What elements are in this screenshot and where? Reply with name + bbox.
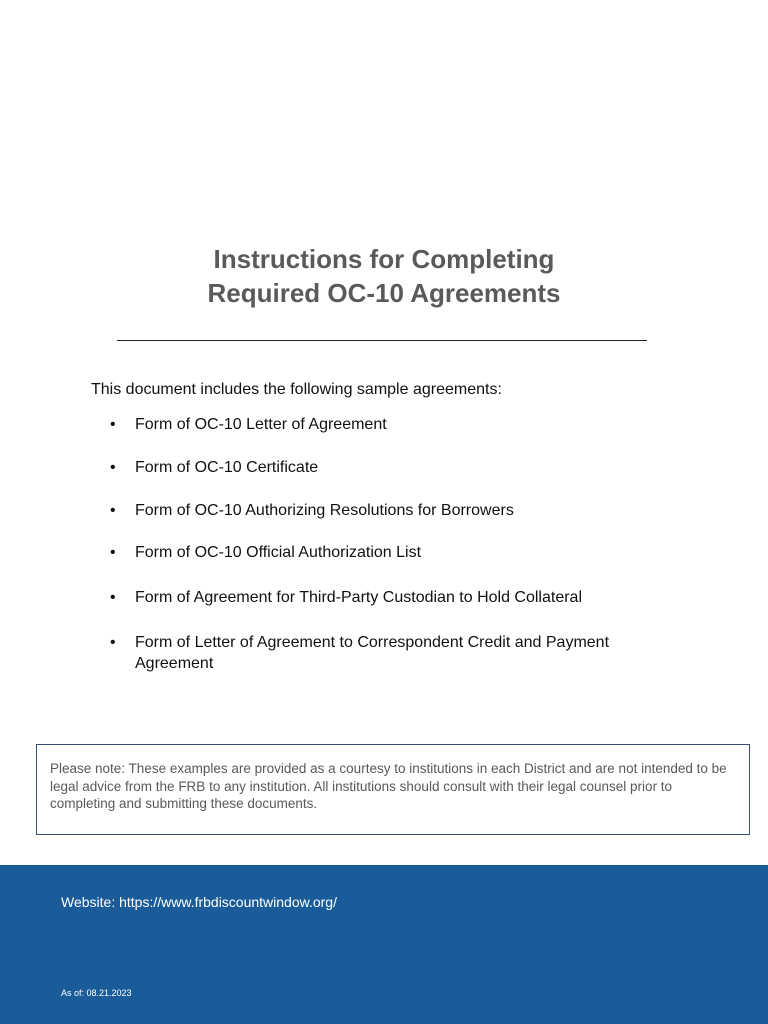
bullet-icon: •: [110, 589, 116, 606]
list-item-text: Form of OC-10 Certificate: [135, 459, 319, 476]
bullet-icon: •: [110, 416, 116, 433]
list-item: [110, 587, 670, 608]
list-item-text: Form of Letter of Agreement to Correspondent Credit and Payment Agreement: [135, 634, 610, 672]
list-item-text: Form of OC-10 Letter of Agreement: [135, 416, 387, 433]
title-line-1: Instructions for Completing: [213, 244, 555, 274]
bullet-icon: •: [110, 634, 116, 651]
disclaimer-box: [36, 744, 750, 835]
list-item: [110, 632, 658, 674]
title-divider: [117, 340, 647, 341]
disclaimer-text: Please note: These examples are provided as a courtesy to institutions in each District and are not intended to be legal advice from the FRB to any institution. All institutions should consult with their legal counsel prior to completing and submitting these documents.: [50, 761, 727, 811]
list-item-text: Form of Agreement for Third-Party Custodian to Hold Collateral: [135, 589, 583, 606]
bullet-icon: •: [110, 502, 116, 519]
list-item: [110, 457, 670, 478]
bullet-icon: •: [110, 459, 116, 476]
intro-text: This document includes the following sample agreements:: [91, 381, 502, 398]
bullet-icon: •: [110, 544, 116, 561]
list-item: [110, 542, 670, 563]
title-line-2: Required OC-10 Agreements: [207, 278, 561, 308]
list-item: [110, 414, 670, 435]
page-title: [0, 242, 768, 310]
list-item-text: Form of OC-10 Official Authorization List: [135, 544, 422, 561]
list-item: [110, 500, 670, 521]
list-item-text: Form of OC-10 Authorizing Resolutions for Borrowers: [135, 502, 514, 519]
footer-band: [0, 865, 768, 1024]
website-link[interactable]: Website: https://www.frbdiscountwindow.org/: [61, 894, 337, 910]
as-of-date: As of: 08.21.2023: [61, 988, 132, 998]
